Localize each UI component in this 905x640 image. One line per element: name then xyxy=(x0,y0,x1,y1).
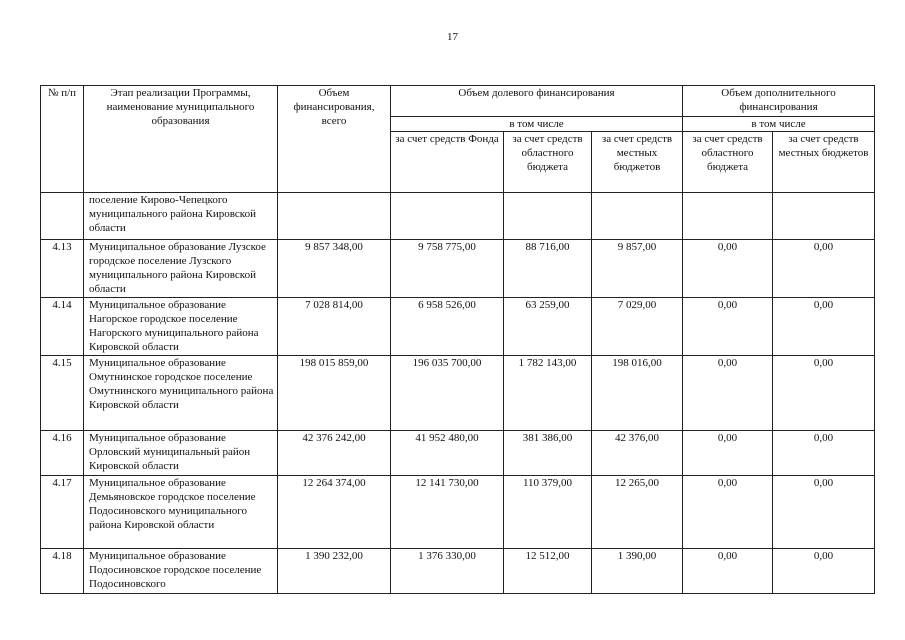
row-regional: 110 379,00 xyxy=(504,476,592,549)
header-add-local: за счет средств местных бюджетов xyxy=(773,132,875,193)
row-add-regional: 0,00 xyxy=(683,298,773,356)
row-name: Муниципальное образование Демьяновское городское поселение Подосиновского муниципального района Кировской области xyxy=(84,476,278,549)
row-add-regional: 0,00 xyxy=(683,356,773,431)
row-add-local: 0,00 xyxy=(773,476,875,549)
row-total: 9 857 348,00 xyxy=(278,240,391,298)
row-num: 4.13 xyxy=(41,240,84,298)
row-total: 7 028 814,00 xyxy=(278,298,391,356)
row-regional: 381 386,00 xyxy=(504,431,592,476)
row-total: 42 376 242,00 xyxy=(278,431,391,476)
row-total: 198 015 859,00 xyxy=(278,356,391,431)
row-add-local: 0,00 xyxy=(773,431,875,476)
row-add-regional: 0,00 xyxy=(683,549,773,594)
row-regional: 88 716,00 xyxy=(504,240,592,298)
row-name: Муниципальное образование Лузское городское поселение Лузского муниципального района Кировской области xyxy=(84,240,278,298)
row-regional: 12 512,00 xyxy=(504,549,592,594)
row-add-regional: 0,00 xyxy=(683,431,773,476)
row-fund: 1 376 330,00 xyxy=(391,549,504,594)
row-total: 1 390 232,00 xyxy=(278,549,391,594)
table-row xyxy=(41,549,875,594)
header-additional: Объем дополнительного финансирования xyxy=(683,86,875,117)
row-num: 4.18 xyxy=(41,549,84,594)
row-local: 42 376,00 xyxy=(592,431,683,476)
row-name: Муниципальное образование Нагорское городское поселение Нагорского муниципального района Кировской области xyxy=(84,298,278,356)
table-row xyxy=(41,356,875,431)
row-fund: 6 958 526,00 xyxy=(391,298,504,356)
row-fund: 9 758 775,00 xyxy=(391,240,504,298)
row-name: Муниципальное образование Орловский муниципальный район Кировской области xyxy=(84,431,278,476)
header-add-regional: за счет средств областного бюджета xyxy=(683,132,773,193)
row-fund: 41 952 480,00 xyxy=(391,431,504,476)
table-row xyxy=(41,476,875,549)
header-incl-additional: в том числе xyxy=(683,117,875,132)
table-row xyxy=(41,240,875,298)
row-add-local: 0,00 xyxy=(773,240,875,298)
row-num: 4.15 xyxy=(41,356,84,431)
header-incl-share: в том числе xyxy=(391,117,683,132)
header-fund: за счет средств Фонда xyxy=(391,132,504,193)
header-stage: Этап реализации Программы, наименование муниципального образования xyxy=(84,86,278,193)
table-row xyxy=(41,431,875,476)
row-add-local: 0,00 xyxy=(773,549,875,594)
table-header xyxy=(41,86,875,193)
row-local: 1 390,00 xyxy=(592,549,683,594)
row-name: поселение Кирово-Чепецкого муниципального района Кировской области xyxy=(84,193,278,240)
header-num: № п/п xyxy=(41,86,84,193)
row-num: 4.17 xyxy=(41,476,84,549)
row-local: 198 016,00 xyxy=(592,356,683,431)
header-regional: за счет средств областного бюджета xyxy=(504,132,592,193)
row-local: 9 857,00 xyxy=(592,240,683,298)
row-regional: 1 782 143,00 xyxy=(504,356,592,431)
header-share: Объем долевого финансирования xyxy=(391,86,683,117)
table-row xyxy=(41,298,875,356)
row-add-regional: 0,00 xyxy=(683,240,773,298)
table-row-continuation xyxy=(41,193,875,240)
page-number: 17 xyxy=(447,31,458,43)
row-name: Муниципальное образование Подосиновское городское поселение Подосиновского xyxy=(84,549,278,594)
row-local: 7 029,00 xyxy=(592,298,683,356)
header-total: Объем финансирования, всего xyxy=(278,86,391,193)
row-regional: 63 259,00 xyxy=(504,298,592,356)
row-local: 12 265,00 xyxy=(592,476,683,549)
header-local: за счет средств местных бюджетов xyxy=(592,132,683,193)
row-num: 4.14 xyxy=(41,298,84,356)
table-body xyxy=(41,193,875,594)
row-name: Муниципальное образование Омутнинское городское поселение Омутнинского муниципального района Кировской области xyxy=(84,356,278,431)
row-total: 12 264 374,00 xyxy=(278,476,391,549)
row-add-local: 0,00 xyxy=(773,298,875,356)
financing-table xyxy=(40,85,875,594)
row-add-local: 0,00 xyxy=(773,356,875,431)
row-fund: 196 035 700,00 xyxy=(391,356,504,431)
row-num: 4.16 xyxy=(41,431,84,476)
row-add-regional: 0,00 xyxy=(683,476,773,549)
row-fund: 12 141 730,00 xyxy=(391,476,504,549)
